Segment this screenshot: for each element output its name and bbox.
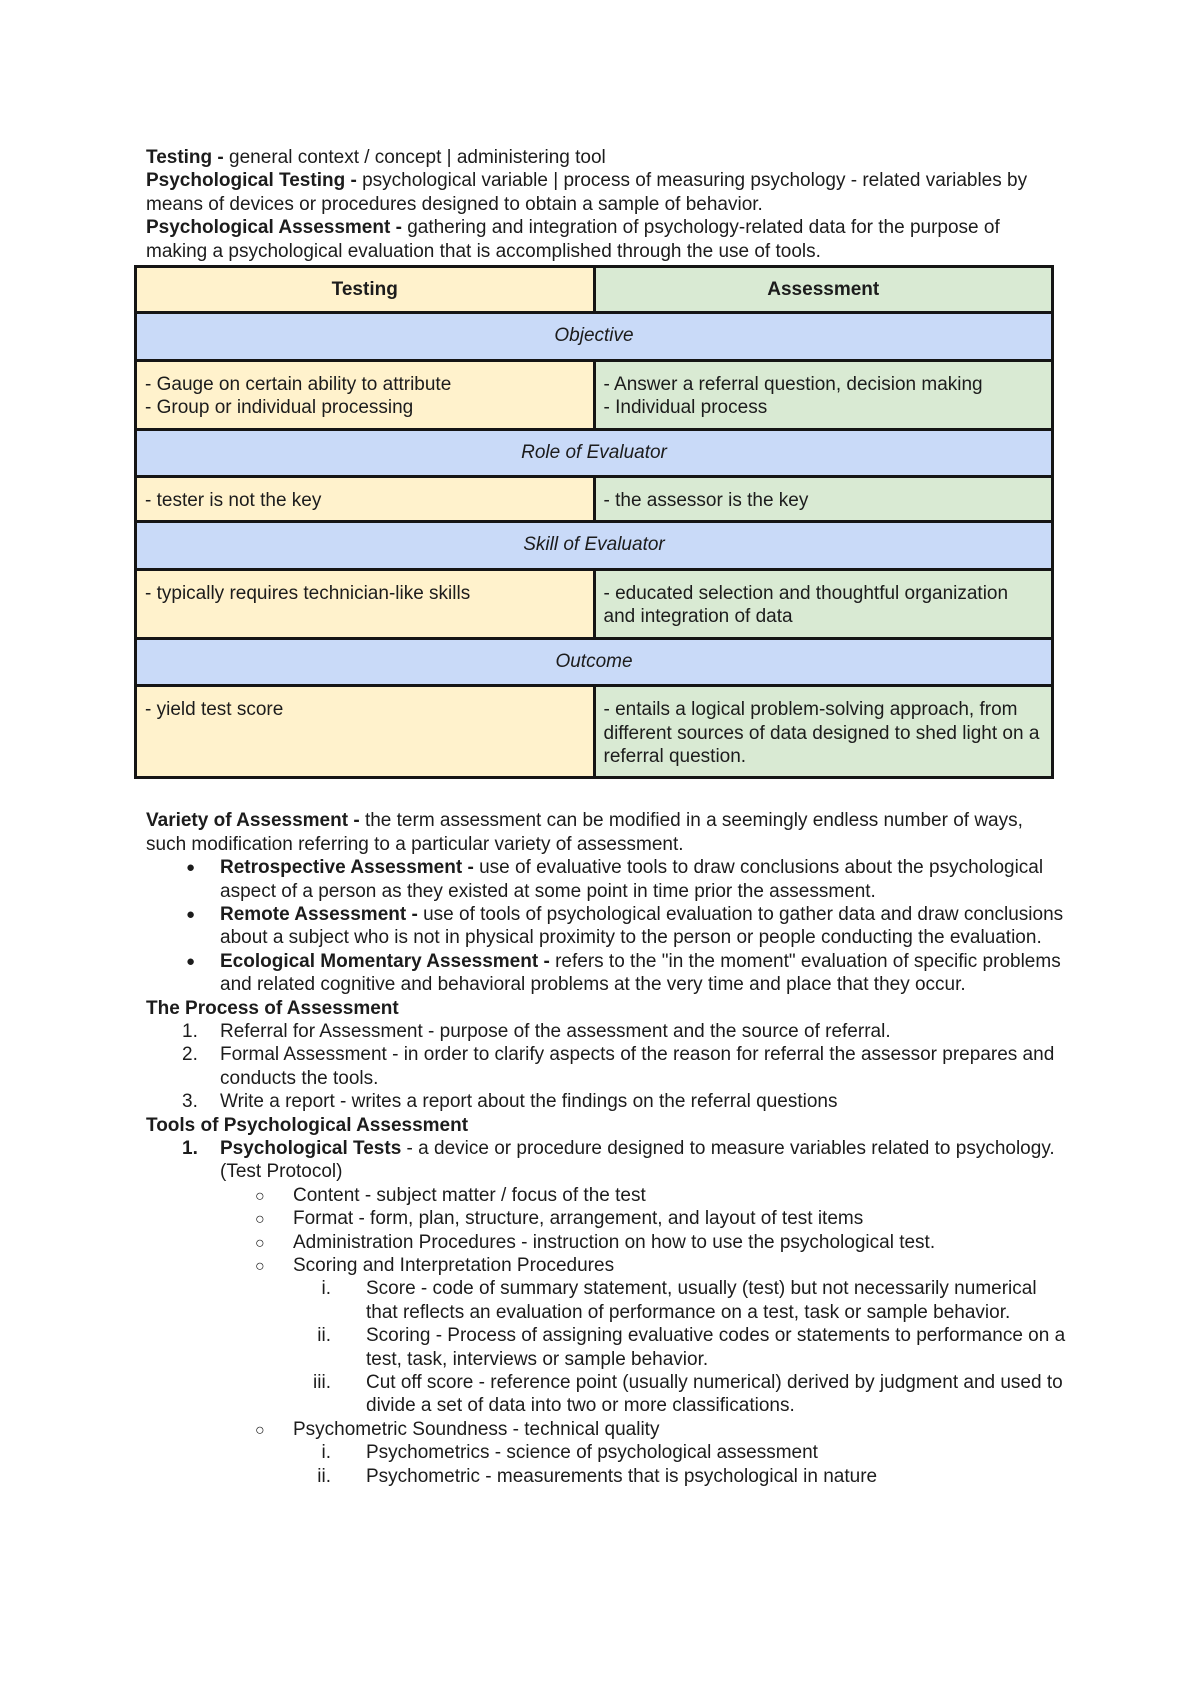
list-item: ○ Administration Procedures - instruction on how to use the psychological test.: [220, 1231, 1066, 1254]
testing-cell: - yield test score: [136, 686, 595, 778]
variety-list: [146, 856, 1066, 996]
section-row: [136, 638, 1053, 685]
list-item: iii. Cut off score - reference point (usually numerical) derived by judgment and used to divide a set of data into two or more classifications.: [313, 1372, 1063, 1417]
table-row: [136, 569, 1053, 638]
scoring-list: [293, 1277, 1066, 1417]
circle-bullet-icon: ○: [255, 1421, 265, 1439]
list-item: i. Score - code of summary statement, usually (test) but not necessarily numerical that reflects an evaluation of performance on a test, task or sample behavior.: [321, 1278, 1037, 1323]
assessment-cell: - entails a logical problem-solving approach, from different sources of data designed to shed light on a referral question.: [594, 686, 1053, 778]
table-row: [136, 360, 1053, 429]
testing-vs-assessment-table: [134, 265, 1054, 779]
list-item: ● Retrospective Assessment - use of evaluative tools to draw conclusions about the psychological aspect of a person as they existed at some point in time prior the assessment.: [186, 857, 1044, 902]
definition-testing: Testing - general context / concept | administering tool: [146, 147, 606, 168]
list-item: ○ Content - subject matter / focus of the test: [220, 1184, 1066, 1207]
section-title-outcome: Outcome: [136, 638, 1053, 685]
section-row: [136, 522, 1053, 569]
table-row: [136, 477, 1053, 522]
list-item: 3. Write a report - writes a report about the findings on the referral questions: [182, 1091, 838, 1113]
list-item: 1. Referral for Assessment - purpose of the assessment and the source of referral.: [182, 1020, 891, 1042]
list-item: ○ Psychometric Soundness - technical quality i. Psychometrics - science of psychological assessment ii. Psychometric - measurements that is psychological in nature: [220, 1418, 1066, 1488]
section-row: [136, 429, 1053, 476]
list-item: i. Psychometrics - science of psychological assessment: [321, 1442, 818, 1464]
testing-cell: - tester is not the key: [136, 477, 595, 522]
definition-psychological-testing: Psychological Testing - psychological variable | process of measuring psychology - related variables by means of devices or procedures designed to obtain a sample of behavior.: [146, 170, 1028, 215]
testing-cell: - Gauge on certain ability to attribute - Group or individual processing: [136, 360, 595, 429]
assessment-cell: - Answer a referral question, decision making - Individual process: [594, 360, 1053, 429]
header-testing: Testing: [136, 267, 595, 313]
process-heading: The Process of Assessment: [146, 997, 399, 1019]
circle-bullet-icon: ○: [255, 1234, 265, 1252]
list-item: 2. Formal Assessment - in order to clarify aspects of the reason for referral the assessor prepares and conducts the tools.: [182, 1044, 1055, 1089]
table-row: [136, 686, 1053, 778]
assessment-cell: - the assessor is the key: [594, 477, 1053, 522]
circle-bullet-icon: ○: [255, 1187, 265, 1205]
tools-list: [146, 1137, 1066, 1488]
definition-psychological-assessment: Psychological Assessment - gathering and integration of psychology-related data for the purpose of making a psychological evaluation that is accomplished through the use of tools.: [146, 217, 1000, 262]
testing-cell: - typically requires technician-like skills: [136, 569, 595, 638]
circle-bullet-icon: ○: [255, 1258, 265, 1276]
list-item: ● Ecological Momentary Assessment - refers to the "in the moment" evaluation of specific problems and related cognitive and behavioral problems at the very time and place that they occur.: [186, 950, 1061, 996]
circle-bullet-icon: ○: [255, 1211, 265, 1229]
bullet-icon: ●: [186, 859, 196, 877]
section-title-objective: Objective: [136, 313, 1053, 360]
bullet-icon: ●: [186, 952, 196, 970]
section-title-skill: Skill of Evaluator: [136, 522, 1053, 569]
table-header-row: [136, 267, 1053, 313]
assessment-cell: - educated selection and thoughtful organization and integration of data: [594, 569, 1053, 638]
psychometrics-list: [293, 1441, 1066, 1488]
variety-of-assessment: Variety of Assessment - the term assessment can be modified in a seemingly endless number of ways, such modification referring to a particular variety of assessment.: [146, 810, 1023, 855]
list-item: ○ Format - form, plan, structure, arrangement, and layout of test items: [220, 1207, 1066, 1230]
test-aspects-list: [220, 1184, 1066, 1488]
section-row: [136, 313, 1053, 360]
list-item: ii. Scoring - Process of assigning evaluative codes or statements to performance on a test, task, interviews or sample behavior.: [317, 1325, 1066, 1370]
list-item: 1. Psychological Tests - a device or procedure designed to measure variables related to psychology. (Test Protocol) ○ Content - subject matter / focus of the test ○ Format - form, plan, structure, arrangement, and layout of test items ○ Administration Procedures - instruction on how to use the psychological test. ○ Scoring and Interpretation Procedures i. Score - code of summary statement, usually (test) but not necessarily numerical that reflects an evaluation of performance on a test, task or sample behavior. ii. Scoring - Process of assigning evaluative codes or statements to performance on a test, task, interviews or sample behavior. iii. Cut off score - reference point (usually numerical) derived by judgment and used to divide a set of data into two or more classifications. ○ Psychometric Soundness - technical quality i. Psychometrics - science of psychological assessment ii. Psychometric - measurements that is psychological in nature: [182, 1138, 1066, 1487]
list-item: ○ Scoring and Interpretation Procedures i. Score - code of summary statement, usually (test) but not necessarily numerical that reflects an evaluation of performance on a test, task or sample behavior. ii. Scoring - Process of assigning evaluative codes or statements to performance on a test, task, interviews or sample behavior. iii. Cut off score - reference point (usually numerical) derived by judgment and used to divide a set of data into two or more classifications.: [255, 1255, 1066, 1417]
list-item: ● Remote Assessment - use of tools of psychological evaluation to gather data and draw conclusions about a subject who is not in physical proximity to the person or people conducting the evaluation.: [186, 903, 1064, 949]
section-title-role: Role of Evaluator: [136, 429, 1053, 476]
bullet-icon: ●: [186, 905, 196, 923]
process-steps: [146, 1020, 1066, 1114]
header-assessment: Assessment: [594, 267, 1053, 313]
list-item: ii. Psychometric - measurements that is psychological in nature: [317, 1465, 878, 1487]
document-page: [146, 146, 1066, 1488]
tools-heading: Tools of Psychological Assessment: [146, 1114, 469, 1136]
